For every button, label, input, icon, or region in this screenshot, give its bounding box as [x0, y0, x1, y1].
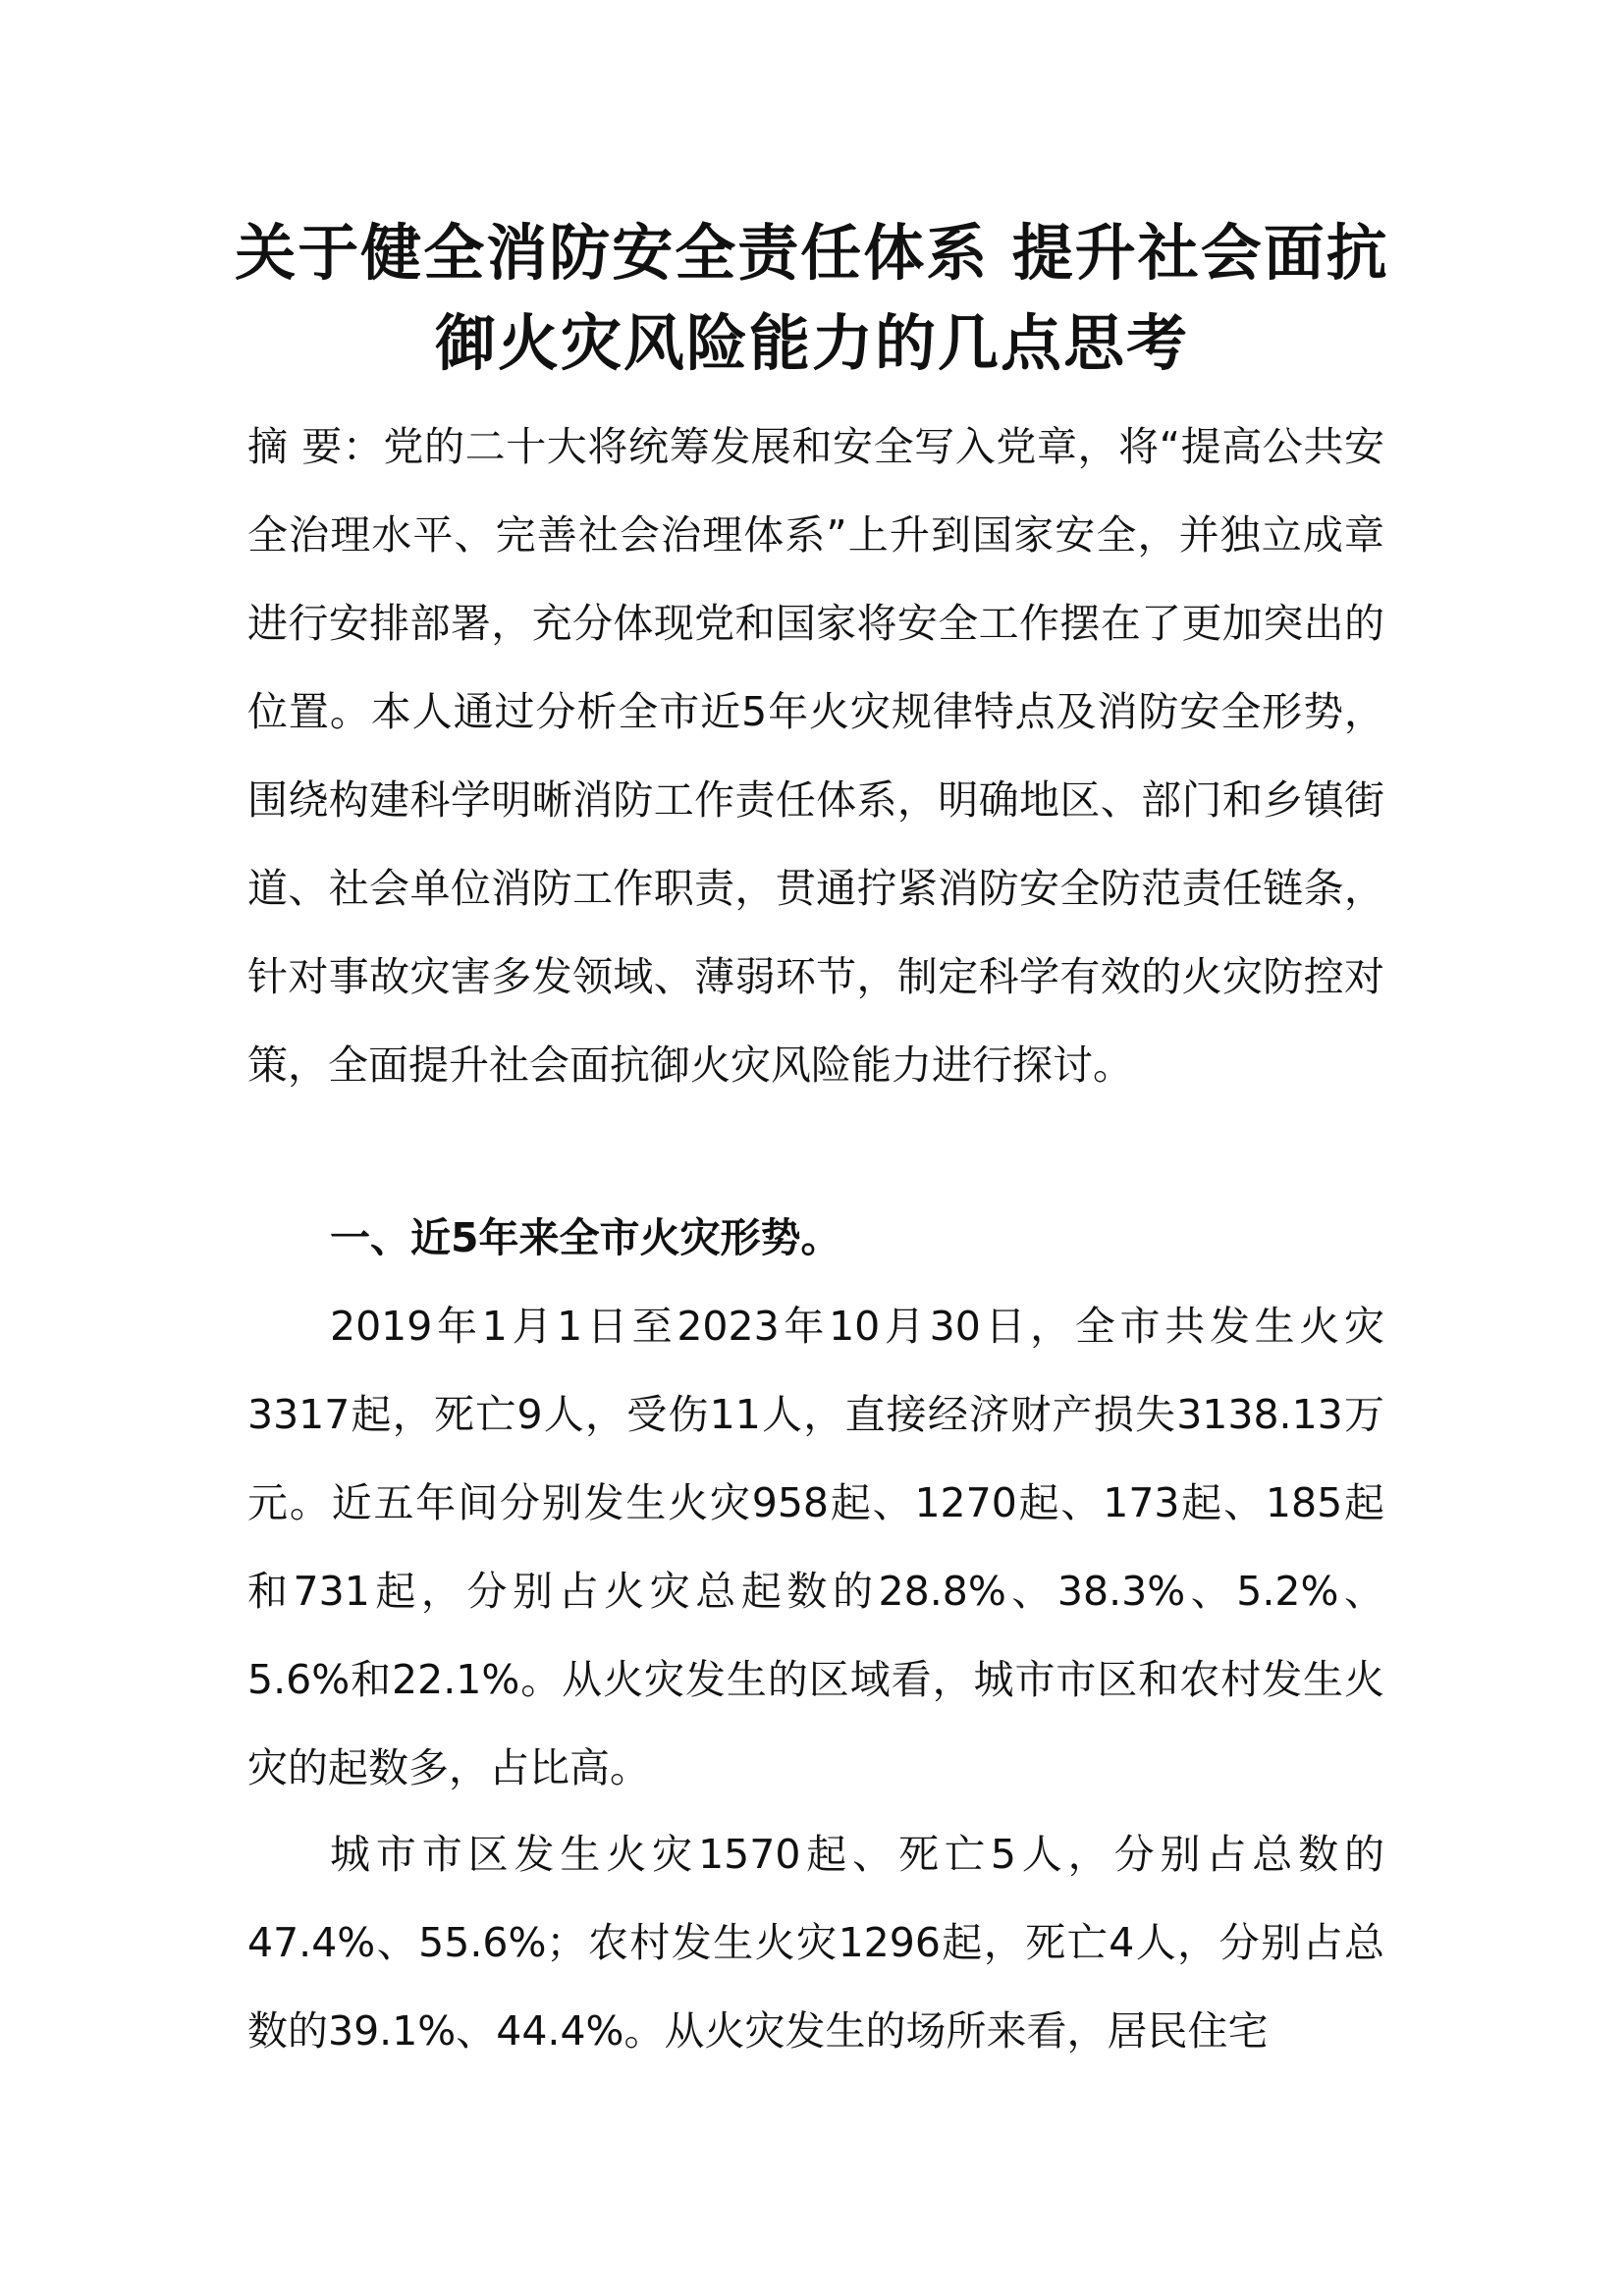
paragraph-fire-distribution: 城市市区发生火灾1570起、死亡5人，分别占总数的47.4%、55.6%；农村发生火灾1296起，死亡4人，分别占总数的39.1%、44.4%。从火灾发生的场所来看，居民住宅 — [247, 1831, 1384, 2055]
paragraph-fire-statistics: 2019年1月1日至2023年10月30日，全市共发生火灾3317起，死亡9人，受伤11人，直接经济财产损失3138.13万元。近五年间分别发生火灾958起、1270起、173起、185起和731起，分别占火灾总起数的28.8%、38.3%、5.2%、5.6%和22.1%。从火灾发生的区域看，城市市区和农村发生火灾的起数多，占比高。 — [247, 1303, 1385, 1791]
document-title — [196, 208, 1428, 389]
section-1-heading: 一、近5年来全市火灾形势。 — [330, 1214, 841, 1261]
abstract-label: 摘 要： — [247, 423, 384, 470]
abstract-paragraph — [247, 402, 1384, 1109]
title-line-1: 关于健全消防安全责任体系 提升社会面抗 — [235, 217, 1389, 289]
abstract-text: 党的二十大将统筹发展和安全写入党章，将“提高公共安全治理水平、完善社会治理体系”上升到国家安全，并独立成章进行安排部署，充分体现党和国家将安全工作摆在了更加突出的位置。本人通过分析全市近5年火灾规律特点及消防安全形势，围绕构建科学明晰消防工作责任体系，明确地区、部门和乡镇街道、社会单位消防工作职责，贯通拧紧消防安全防范责任链条，针对事故灾害多发领域、薄弱环节，制定科学有效的火灾防控对策，全面提升社会面抗御火灾风险能力进行探讨。 — [247, 423, 1384, 1089]
title-line-2: 御火灾风险能力的几点思考 — [434, 307, 1189, 379]
